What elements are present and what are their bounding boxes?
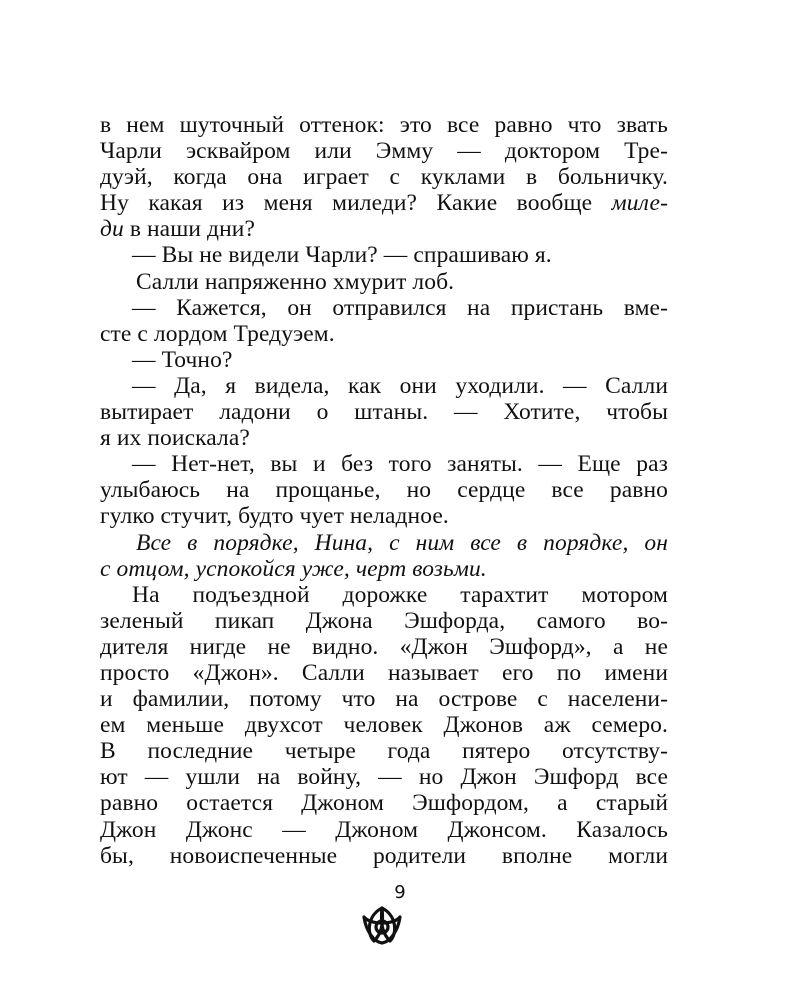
text-line: зеленый пикап Джона Эшфорда, самого во- — [100, 607, 668, 634]
text-line: Салли напряженно хмурит лоб. — [136, 268, 455, 295]
text-line: просто «Джон». Салли называет его по имени — [100, 659, 668, 686]
text-line — [100, 216, 668, 242]
text-line: улыбаюсь на прощанье, но сердце все равно — [100, 477, 668, 504]
italic-line: с отцом, успокойся уже, черт возьми. — [100, 555, 487, 582]
text-line: В последние четыре года пятеро отсутству- — [100, 738, 668, 765]
text-span: в наши дни? — [123, 216, 255, 243]
text-line: На подъездной дорожке тарахтит мотором — [132, 581, 668, 608]
text-line: Джон Джонс — Джоном Джонсом. Казалось — [100, 816, 668, 843]
text-line: — Кажется, он отправился на пристань вме- — [132, 294, 668, 321]
text-line: я их поискала? — [100, 425, 250, 452]
text-line: бы, новоиспеченные родители вполне могли — [100, 842, 668, 869]
text-line: — Нет-нет, вы и без того заняты. — Еще раз — [132, 451, 668, 478]
text-line: ем меньше двухсот человек Джонов аж семеро. — [100, 712, 668, 739]
text-line: в нем шуточный оттенок: это все равно что звать — [100, 112, 668, 138]
celtic-triquetra-icon — [360, 905, 404, 945]
text-line: гулко стучит, будто чует неладное. — [100, 503, 449, 530]
italic-line: Все в порядке, Нина, с ним все в порядке, он — [136, 529, 668, 556]
text-line: — Точно? — [132, 346, 233, 373]
text-line: — Да, я видела, как они уходили. — Салли — [132, 372, 668, 399]
text-line — [100, 190, 668, 216]
text-line: сте с лордом Тредуэем. — [100, 320, 335, 347]
text-line: вытирает ладони о штаны. — Хотите, чтобы — [100, 399, 668, 426]
text-line: дителя нигде не видно. «Джон Эшфорд», а не — [100, 633, 668, 660]
text-line: ют — ушли на войну, — но Джон Эшфорд все — [100, 764, 668, 791]
text-line: — Вы не видели Чарли? — спрашиваю я. — [132, 242, 552, 269]
text-span: Ну какая из меня миледи? Какие вообще — [100, 190, 612, 217]
text-line: и фамилии, потому что на острове с населени- — [100, 686, 668, 713]
page-body — [100, 112, 668, 869]
text-line: равно остается Джоном Эшфордом, а старый — [100, 790, 668, 817]
italic-span: миле- — [611, 190, 668, 217]
italic-span: ди — [100, 216, 124, 243]
page-number: 9 — [394, 882, 406, 903]
text-line: дуэй, когда она играет с куклами в больничку. — [100, 164, 668, 191]
text-line: Чарли эсквайром или Эмму — доктором Тре- — [100, 138, 668, 165]
